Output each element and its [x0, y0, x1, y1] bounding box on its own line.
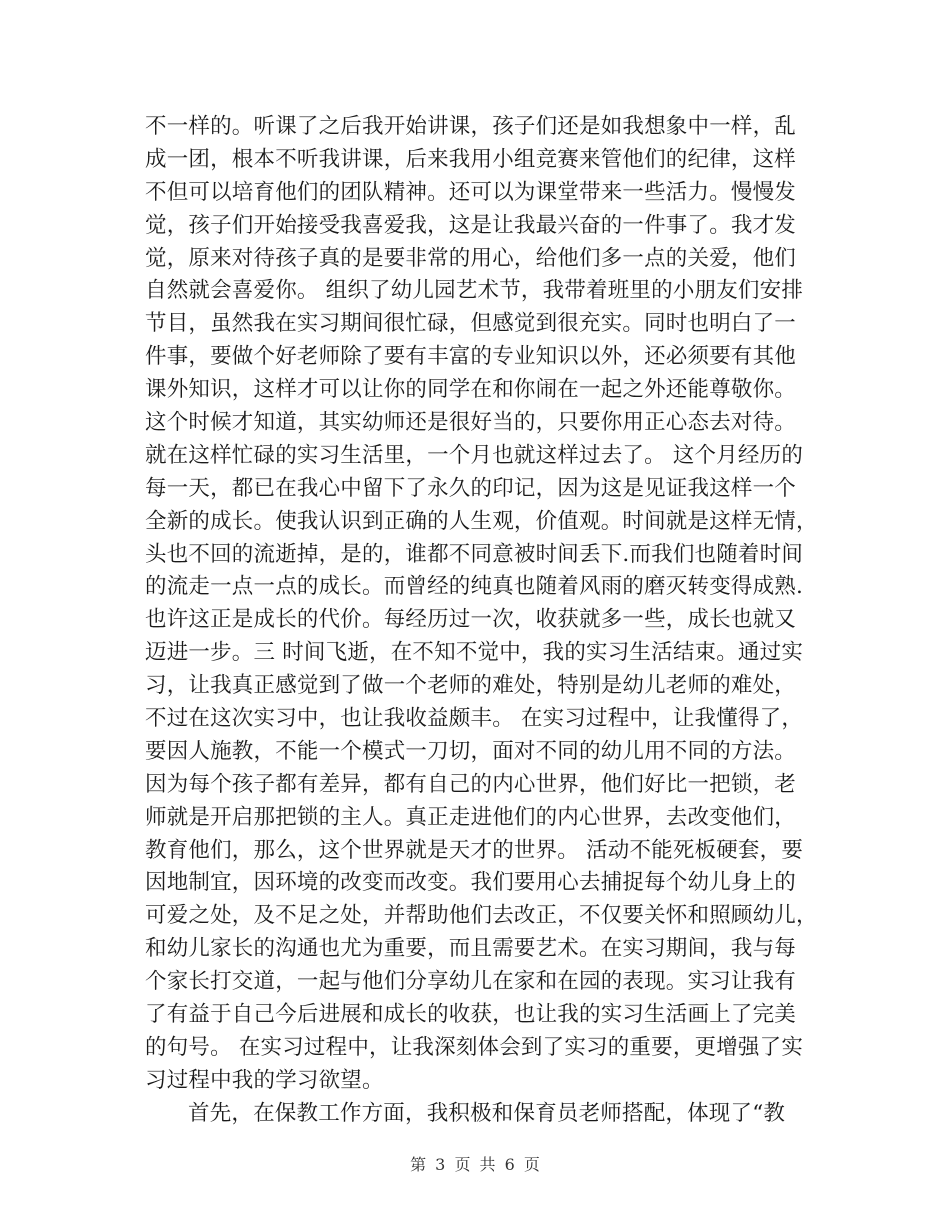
text-line-24: 因地制宜，因环境的改变而改变。我们要用心去捕捉每个幼儿身上的: [145, 870, 797, 896]
text-line-13: 全新的成长。使我认识到正确的人生观，价值观。时间就是这样无情，: [145, 508, 818, 534]
text-line-17: 迈进一步。三 时间飞逝，在不知不觉中，我的实习生活结束。通过实: [145, 640, 804, 666]
text-line-30: 习过程中我的学习欲望。: [145, 1067, 384, 1093]
text-line-10: 这个时候才知道，其实幼师还是很好当的，只要你用正心态去对待。: [145, 410, 797, 436]
body-text: [145, 111, 818, 1131]
text-line-8: 件事，要做个好老师除了要有丰富的专业知识以外，还必须要有其他: [145, 344, 797, 370]
text-line-15: 的流走一点一点的成长。而曾经的纯真也随着风雨的磨灭转变得成熟.: [145, 574, 804, 600]
text-line-18: 习，让我真正感觉到了做一个老师的难处，特别是幼儿老师的难处，: [145, 673, 797, 699]
text-line-23: 教育他们，那么，这个世界就是天才的世界。 活动不能死板硬套，要: [145, 837, 804, 863]
text-line-9: 课外知识，这样才可以让你的同学在和你闹在一起之外还能尊敬你。: [145, 377, 797, 403]
text-line-2: 成一团，根本不听我讲课，后来我用小组竞赛来管他们的纪律，这样: [145, 146, 797, 172]
text-line-22: 师就是开启那把锁的主人。真正走进他们的内心世界，去改变他们，: [145, 804, 797, 830]
page-number-footer: 第 3 页 共 6 页: [410, 1155, 540, 1174]
text-line-5: 觉，原来对待孩子真的是要非常的用心，给他们多一点的关爱，他们: [145, 245, 797, 271]
text-line-3: 不但可以培育他们的团队精神。还可以为课堂带来一些活力。慢慢发: [145, 179, 797, 205]
text-line-20: 要因人施教，不能一个模式一刀切，面对不同的幼儿用不同的方法。: [145, 738, 797, 764]
text-line-11: 就在这样忙碌的实习生活里，一个月也就这样过去了。 这个月经历的: [145, 442, 804, 468]
paragraph-start-line: 首先，在保教工作方面，我积极和保育员老师搭配，体现了“教: [188, 1100, 786, 1126]
text-line-7: 节目，虽然我在实习期间很忙碌，但感觉到很充实。同时也明白了一: [145, 311, 797, 337]
text-line-29: 的句号。 在实习过程中，让我深刻体会到了实习的重要，更增强了实: [145, 1034, 804, 1060]
text-line-27: 个家长打交道，一起与他们分享幼儿在家和在园的表现。实习让我有: [145, 969, 797, 995]
text-line-28: 了有益于自己今后进展和成长的收获，也让我的实习生活画上了完美: [145, 1002, 797, 1028]
text-line-21: 因为每个孩子都有差异，都有自己的内心世界，他们好比一把锁，老: [145, 771, 797, 797]
text-line-4: 觉，孩子们开始接受我喜爱我，这是让我最兴奋的一件事了。我才发: [145, 212, 797, 238]
text-line-1: 不一样的。听课了之后我开始讲课，孩子们还是如我想象中一样，乱: [145, 114, 797, 139]
text-line-16: 也许这正是成长的代价。每经历过一次，收获就多一些，成长也就又: [145, 607, 797, 633]
text-line-25: 可爱之处，及不足之处，并帮助他们去改正，不仅要关怀和照顾幼儿，: [145, 903, 818, 929]
text-line-12: 每一天，都已在我心中留下了永久的印记，因为这是见证我这样一个: [145, 475, 797, 501]
text-line-26: 和幼儿家长的沟通也尤为重要，而且需要艺术。在实习期间，我与每: [145, 936, 797, 962]
text-line-14: 头也不回的流逝掉，是的，谁都不同意被时间丢下.而我们也随着时间: [145, 541, 804, 567]
text-line-19: 不过在这次实习中，也让我收益颇丰。 在实习过程中，让我懂得了，: [145, 706, 804, 732]
text-line-6: 自然就会喜爱你。 组织了幼儿园艺术节，我带着班里的小朋友们安排: [145, 278, 804, 304]
